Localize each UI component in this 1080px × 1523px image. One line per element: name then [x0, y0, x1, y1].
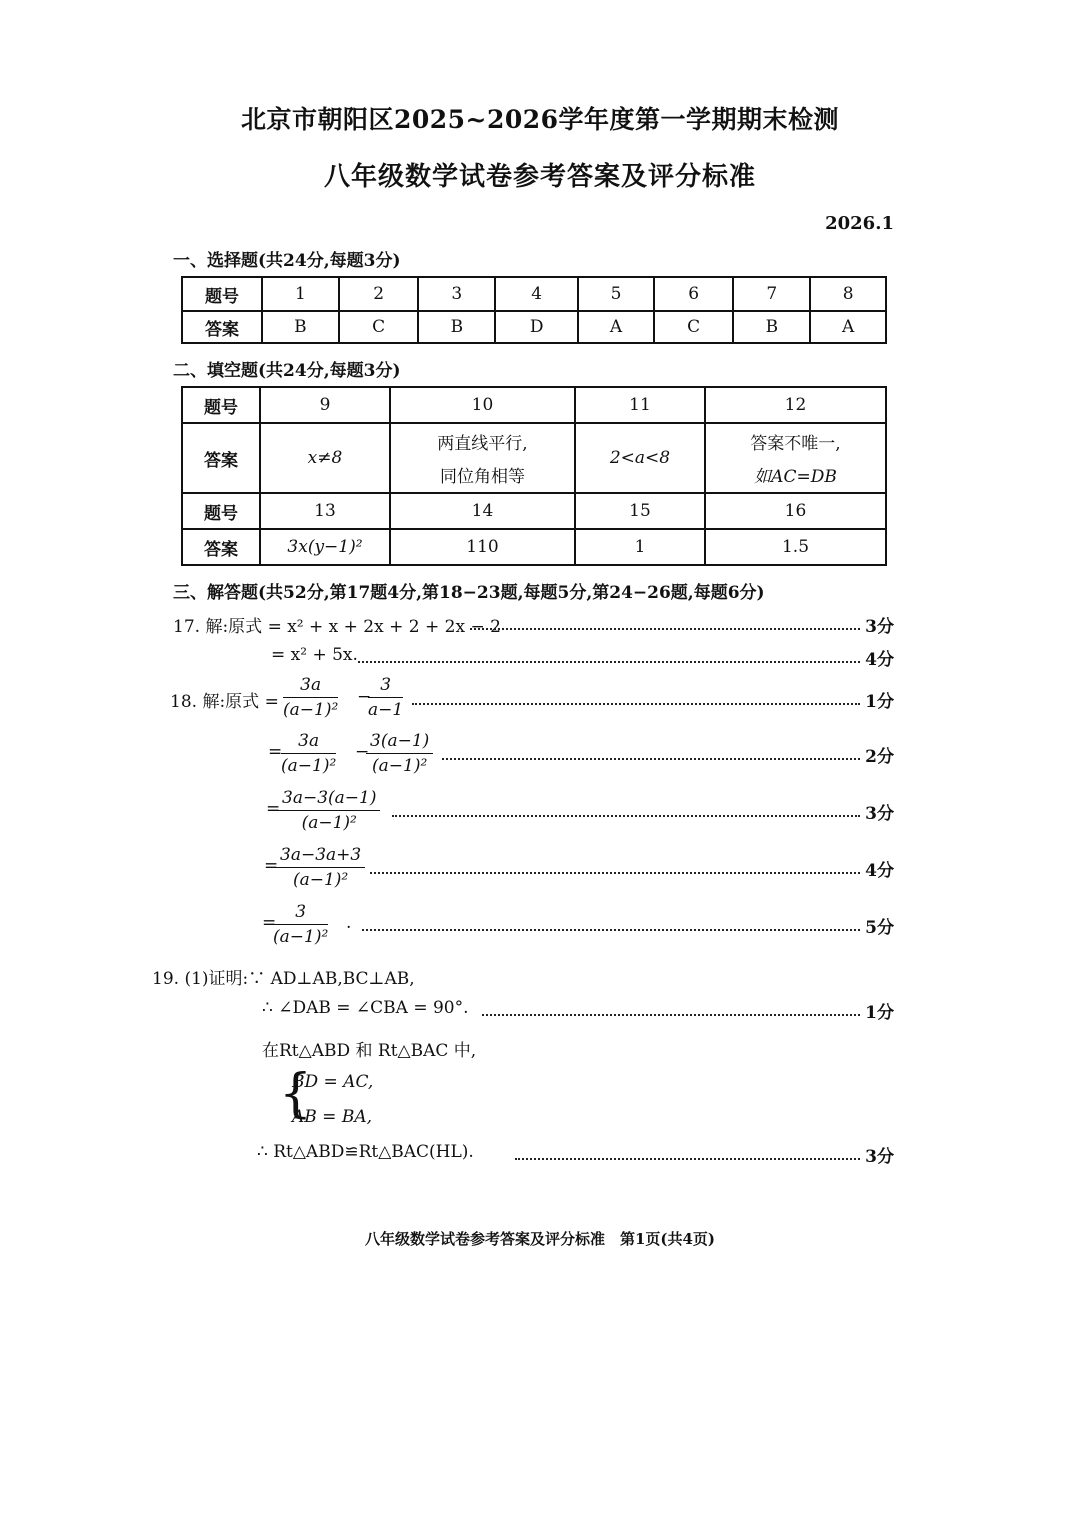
answer-line: 同位角相等: [440, 467, 525, 487]
doc-subtitle: 八年级数学试卷参考答案及评分标准: [323, 162, 756, 192]
answer-line: 两直线平行,: [437, 434, 528, 454]
answer-cell: 1: [575, 529, 705, 565]
question-number: 4: [495, 277, 578, 311]
dotted-leader: [470, 628, 860, 630]
q18-label: 18. 解:原式 =: [170, 692, 279, 712]
left-brace: {: [279, 1064, 313, 1124]
dotted-leader: [482, 1014, 860, 1016]
minus-sign: −: [355, 742, 370, 762]
q19-step1: 19. (1)证明:∵ AD⊥AB,BC⊥AB,: [152, 969, 415, 989]
score-points: 2分: [865, 747, 894, 767]
fill-blank-answer-table: [181, 386, 887, 566]
table-header-cell: 答案: [182, 529, 260, 565]
page-footer: 八年级数学试卷参考答案及评分标准 第1页(共4页): [364, 1230, 716, 1248]
fraction: [278, 790, 380, 832]
exam-title: 北京市朝阳区2025~2026学年度第一学期期末检测: [240, 105, 840, 134]
question-number: 13: [260, 493, 390, 529]
answer-cell: B: [418, 311, 495, 343]
answer-line: 如AC=DB: [754, 467, 837, 487]
score-points: 1分: [865, 1003, 894, 1023]
equals-sign: =: [268, 742, 283, 762]
question-number: 10: [390, 387, 575, 423]
fraction: [273, 904, 328, 946]
q17-step1: 17. 解:原式 = x² + x + 2x + 2 + 2x − 2: [173, 617, 501, 637]
score-points: 3分: [865, 1147, 894, 1167]
denominator: (a−1)²: [301, 813, 357, 833]
q19-step3: 在Rt△ABD 和 Rt△BAC 中,: [262, 1041, 477, 1061]
fraction: [281, 733, 336, 775]
table-header-cell: 答案: [182, 311, 262, 343]
answer-cell: D: [495, 311, 578, 343]
denominator: (a−1)²: [273, 927, 329, 947]
answer-cell: B: [262, 311, 339, 343]
question-number: 7: [733, 277, 810, 311]
score-points: 4分: [865, 650, 894, 670]
denominator: (a−1)²: [372, 756, 428, 776]
answer-cell: 1.5: [705, 529, 886, 565]
fraction: [368, 677, 403, 719]
dotted-leader: [515, 1158, 860, 1160]
answer-cell: [390, 423, 575, 493]
answer-cell: C: [339, 311, 419, 343]
question-number: 12: [705, 387, 886, 423]
dotted-leader: [392, 815, 860, 817]
dotted-leader: [370, 872, 860, 874]
q19-conclusion: ∴ Rt△ABD≌Rt△BAC(HL).: [257, 1142, 474, 1162]
question-number: 16: [705, 493, 886, 529]
section3-title: 三、解答题(共52分,第17题4分,第18−23题,每题5分,第24−26题,每题6分): [173, 583, 765, 603]
choice-answer-table: [181, 276, 887, 344]
question-number: 11: [575, 387, 705, 423]
answer-cell: C: [654, 311, 734, 343]
score-points: 1分: [865, 692, 894, 712]
answer-line: 答案不唯一,: [750, 434, 841, 454]
q19-step2: ∴ ∠DAB = ∠CBA = 90°.: [262, 998, 469, 1018]
dotted-leader: [362, 929, 860, 931]
numerator: 3(a−1): [370, 731, 430, 751]
score-points: 4分: [865, 861, 894, 881]
question-number: 14: [390, 493, 575, 529]
answer-cell: 3x(y−1)²: [260, 529, 390, 565]
answer-cell: x≠8: [260, 423, 390, 493]
fraction: [283, 677, 338, 719]
doc-date: 2026.1: [825, 213, 894, 234]
period: .: [346, 913, 352, 933]
question-number: 1: [262, 277, 339, 311]
score-points: 3分: [865, 617, 894, 637]
answer-cell: A: [810, 311, 886, 343]
numerator: 3: [380, 675, 392, 695]
question-number: 9: [260, 387, 390, 423]
score-points: 5分: [865, 918, 894, 938]
minus-sign: −: [357, 687, 372, 707]
score-points: 3分: [865, 804, 894, 824]
numerator: 3a−3(a−1): [282, 788, 377, 808]
fraction: [366, 733, 433, 775]
numerator: 3a−3a+3: [280, 845, 362, 865]
equals-sign: =: [266, 799, 281, 819]
numerator: 3a: [300, 675, 322, 695]
answer-cell: 110: [390, 529, 575, 565]
denominator: (a−1)²: [281, 756, 337, 776]
question-number: 15: [575, 493, 705, 529]
table-header-cell: 题号: [182, 493, 260, 529]
question-number: 5: [578, 277, 654, 311]
section2-title: 二、填空题(共24分,每题3分): [173, 361, 401, 381]
q17-step2: = x² + 5x.: [271, 645, 358, 665]
question-number: 6: [654, 277, 734, 311]
question-number: 2: [339, 277, 419, 311]
table-header-cell: 题号: [182, 387, 260, 423]
dotted-leader: [358, 661, 860, 663]
answer-cell: A: [578, 311, 654, 343]
section1-title: 一、选择题(共24分,每题3分): [173, 251, 401, 271]
denominator: (a−1)²: [292, 870, 349, 890]
equals-sign: =: [262, 913, 277, 933]
numerator: 3: [295, 902, 307, 922]
answer-cell: 2<a<8: [575, 423, 705, 493]
fraction: [276, 847, 365, 889]
q19-condition-1: BD = AC,: [292, 1072, 374, 1092]
answer-cell: [705, 423, 886, 493]
question-number: 3: [418, 277, 495, 311]
numerator: 3a: [298, 731, 320, 751]
denominator: a−1: [368, 700, 404, 720]
equals-sign: =: [264, 856, 279, 876]
denominator: (a−1)²: [283, 700, 339, 720]
dotted-leader: [442, 758, 860, 760]
table-header-cell: 答案: [182, 423, 260, 493]
table-header-cell: 题号: [182, 277, 262, 311]
question-number: 8: [810, 277, 886, 311]
q19-condition-2: AB = BA,: [292, 1107, 372, 1127]
answer-cell: B: [733, 311, 810, 343]
dotted-leader: [412, 703, 860, 705]
